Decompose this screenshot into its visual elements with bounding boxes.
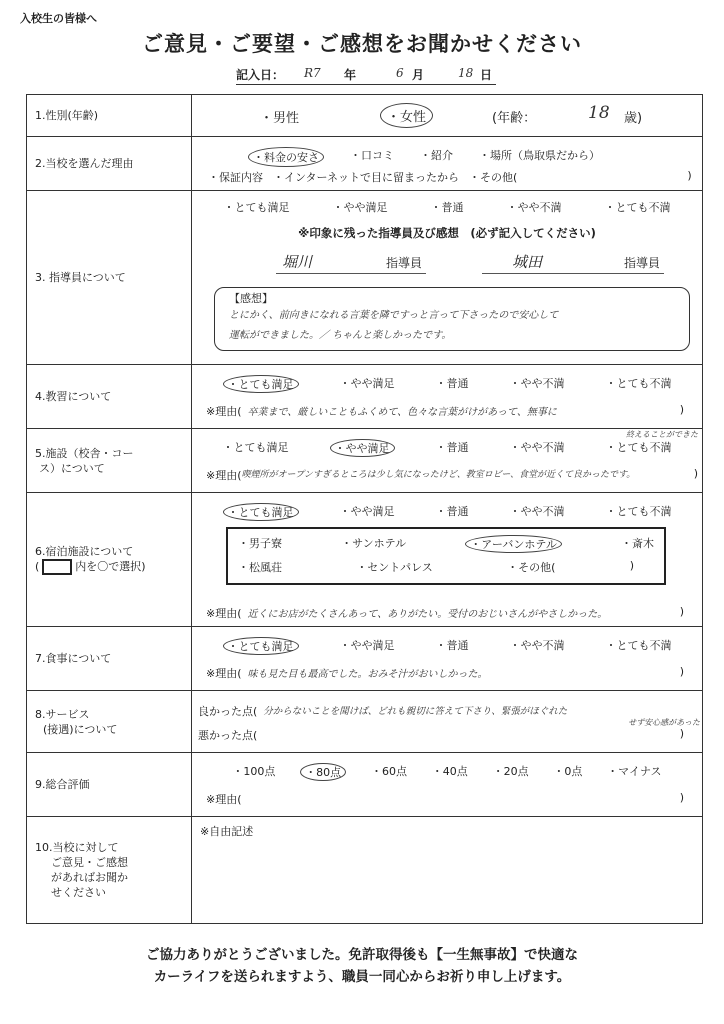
label-free-line-4: せください <box>51 886 106 899</box>
lodging-reason-close: ) <box>679 605 684 618</box>
row-facilities <box>27 429 703 493</box>
service-good <box>192 703 702 719</box>
overall-reason-close: ) <box>679 791 684 804</box>
label-service-line-2: (接遇)について <box>43 722 118 736</box>
impression-label: 【感想】 <box>229 292 273 305</box>
label-lodging-line-2: 内を〇で選択) <box>75 560 146 573</box>
instructor-content <box>192 191 703 365</box>
lodging-reason <box>192 605 702 621</box>
facilities-reason-text[interactable]: 喫煙所がオープンすぎるところは少し気になったけど、教室ロビー、食堂が近くて良かったです。 <box>241 470 636 480</box>
facilities-reason <box>192 467 702 483</box>
form-title: ご意見・ご要望・ご感想をお聞かせください <box>142 32 582 56</box>
score-0[interactable]: ・0点 <box>553 765 583 778</box>
overall-reason-text[interactable] <box>242 791 680 807</box>
instructor-neutral[interactable]: ・普通 <box>430 201 464 214</box>
label-gender-age: 1.性別(年齢) <box>27 95 192 137</box>
service-bad-label: 悪かった点( <box>198 729 258 742</box>
lessons-neutral[interactable]: ・普通 <box>435 377 469 390</box>
score-20[interactable]: ・20点 <box>492 765 529 778</box>
meals-neutral[interactable]: ・普通 <box>435 639 469 652</box>
lessons-content <box>192 365 703 429</box>
row-overall <box>27 753 703 817</box>
instructor-somewhat-satisfied[interactable]: ・やや満足 <box>332 201 388 214</box>
meals-very-satisfied[interactable]: ・とても満足 <box>223 637 299 655</box>
row-reason-choice <box>27 137 703 191</box>
row-meals <box>27 627 703 691</box>
entry-date <box>236 66 496 85</box>
label-overall: 9.総合評価 <box>27 753 192 817</box>
lodge-mens-dorm[interactable]: ・男子寮 <box>238 537 282 550</box>
instructor-options <box>192 199 702 215</box>
header-note: 入校生の皆様へ <box>20 12 97 25</box>
lodge-saint-palace[interactable]: ・セントパレス <box>356 561 433 574</box>
label-facilities <box>27 429 192 493</box>
overall-options <box>192 763 702 781</box>
instructor-instruction: ※印象に残った指導員及び感想 (必ず記入してください) <box>298 226 596 240</box>
score-100[interactable]: ・100点 <box>232 765 276 778</box>
service-bad-close: ) <box>679 727 684 740</box>
label-free-line-1: 10.当校に対して <box>35 841 119 854</box>
facilities-somewhat-satisfied[interactable]: ・やや満足 <box>330 439 395 457</box>
staff-entry-2 <box>482 253 664 274</box>
meals-very-dissatisfied[interactable]: ・とても不満 <box>605 639 672 652</box>
impression-box[interactable] <box>214 287 690 351</box>
meals-reason <box>192 665 702 681</box>
row-gender-age <box>27 95 703 137</box>
score-60[interactable]: ・60点 <box>370 765 407 778</box>
reason-row-2 <box>192 169 702 185</box>
survey-table <box>26 94 703 924</box>
facilities-content <box>192 429 703 493</box>
reason-row-1 <box>192 147 702 167</box>
meals-somewhat-satisfied[interactable]: ・やや満足 <box>339 639 395 652</box>
lessons-very-satisfied[interactable]: ・とても満足 <box>223 375 299 393</box>
label-free-line-2: ご意見・ご感想 <box>51 856 128 869</box>
overall-content <box>192 753 703 817</box>
facilities-neutral[interactable]: ・普通 <box>435 441 469 454</box>
reason-location[interactable]: ・場所（鳥取県だから） <box>479 149 600 162</box>
impression-line-1: とにかく、前向きになれる言葉を隣ですっと言って下さったので安心して <box>229 310 559 321</box>
label-free-line-3: があればお聞か <box>51 871 128 884</box>
lodging-options <box>192 503 702 521</box>
lodging-somewhat-satisfied[interactable]: ・やや満足 <box>339 505 395 518</box>
label-facilities-line-1: 5.施設（校舎・コー <box>35 446 134 460</box>
age-unit: 歳) <box>624 111 643 126</box>
lodge-other[interactable]: ・その他( <box>507 561 556 574</box>
label-lodging-line-1: 6.宿泊施設について <box>35 545 134 558</box>
year-label: 年 <box>344 68 357 82</box>
label-lodging <box>27 493 192 627</box>
lodging-neutral[interactable]: ・普通 <box>435 505 469 518</box>
lodge-shofuso[interactable]: ・松風荘 <box>238 561 282 574</box>
footer-line-2: カーライフを送られますよう、職員一同心からお祈り申し上げます。 <box>153 969 571 985</box>
label-reason-choice: 2.当校を選んだ理由 <box>27 137 192 191</box>
month-label: 月 <box>412 68 425 82</box>
day-label: 日 <box>480 68 493 82</box>
gender-age-content <box>192 95 703 137</box>
lessons-somewhat-dissatisfied[interactable]: ・やや不満 <box>509 377 565 390</box>
age-label: (年齢： <box>492 111 537 126</box>
date-label: 記入日： <box>236 68 285 82</box>
service-good-label: 良かった点( <box>198 705 258 718</box>
meals-reason-close: ) <box>679 665 684 678</box>
row-free-comments <box>27 817 703 924</box>
label-lodging-line-2-wrap <box>35 559 191 575</box>
meals-reason-label: ※理由( <box>206 667 242 680</box>
row-lessons <box>27 365 703 429</box>
age-value[interactable]: 18 <box>588 103 610 123</box>
label-service <box>27 691 192 753</box>
option-female[interactable]: ・女性 <box>380 103 433 128</box>
select-box-icon <box>42 559 72 575</box>
lodging-reason-label: ※理由( <box>206 607 242 620</box>
reason-word-of-mouth[interactable]: ・口コミ <box>350 149 394 162</box>
reason-other-close: ) <box>687 169 692 182</box>
free-comments-label: ※自由記述 <box>200 825 254 838</box>
staff-role-2: 指導員 <box>623 256 660 270</box>
staff-role-1: 指導員 <box>385 256 422 270</box>
label-facilities-line-2: ス）について <box>39 461 105 475</box>
reason-internet[interactable]: ・インターネットで目に留まったから <box>273 171 460 184</box>
lessons-reason-close: ) <box>679 403 684 416</box>
overall-reason-label: ※理由( <box>206 793 242 806</box>
meals-somewhat-dissatisfied[interactable]: ・やや不満 <box>509 639 565 652</box>
lessons-reason <box>192 403 702 419</box>
label-lessons: 4.教習について <box>27 365 192 429</box>
instructor-somewhat-dissatisfied[interactable]: ・やや不満 <box>506 201 562 214</box>
instructor-very-satisfied[interactable]: ・とても満足 <box>223 201 290 214</box>
impression-line-2: 運転ができました。／ ちゃんと楽しかったです。 <box>229 330 452 341</box>
date-day[interactable]: 18 <box>458 66 474 80</box>
lodge-sun-hotel[interactable]: ・サンホテル <box>341 537 407 550</box>
label-service-line-1: 8.サービス <box>35 707 90 721</box>
footer-message <box>0 944 724 988</box>
row-lodging <box>27 493 703 627</box>
meals-options <box>192 637 702 655</box>
lodging-content <box>192 493 703 627</box>
facilities-somewhat-dissatisfied[interactable]: ・やや不満 <box>509 441 565 454</box>
label-lodging-open: ( <box>35 560 40 573</box>
option-male[interactable]: ・男性 <box>260 111 300 126</box>
reason-referral[interactable]: ・紹介 <box>420 149 453 162</box>
lodging-reason-text[interactable]: 近くにお店がたくさんあって、ありがたい。受付のおじいさんがやさしかった。 <box>247 609 608 620</box>
lessons-somewhat-satisfied[interactable]: ・やや満足 <box>339 377 395 390</box>
label-free-comments <box>27 817 192 924</box>
service-bad <box>192 727 702 743</box>
staff-name-1[interactable]: 堀川 <box>282 253 313 271</box>
facilities-options <box>192 439 702 457</box>
lodging-select-box <box>226 527 666 585</box>
impression-text <box>229 306 679 346</box>
staff-name-2[interactable]: 城田 <box>512 253 543 271</box>
overall-reason <box>192 791 702 807</box>
lodging-very-dissatisfied[interactable]: ・とても不満 <box>605 505 672 518</box>
facilities-reason-close: ) <box>693 467 698 480</box>
facilities-reason-label: ※理由( <box>206 469 242 482</box>
meals-reason-text[interactable]: 味も見た目も最高でした。おみそ汁がおいしかった。 <box>247 669 488 680</box>
lodge-urban-hotel[interactable]: ・アーバンホテル <box>465 535 562 553</box>
meals-content <box>192 627 703 691</box>
reason-guarantee[interactable]: ・保証内容 <box>208 171 263 184</box>
instructor-very-dissatisfied[interactable]: ・とても不満 <box>604 201 671 214</box>
staff-entry-1 <box>276 253 426 274</box>
lodge-saiki[interactable]: ・斎木 <box>621 537 654 550</box>
score-minus[interactable]: ・マイナス <box>607 765 662 778</box>
label-instructor: 3. 指導員について <box>27 191 192 365</box>
lessons-reason-label: ※理由( <box>206 405 242 418</box>
lessons-reason-text[interactable]: 卒業まで、厳しいこともふくめて、色々な言葉がけがあって、無事に <box>247 407 557 418</box>
facilities-very-satisfied[interactable]: ・とても満足 <box>222 441 289 454</box>
row-service <box>27 691 703 753</box>
reason-other[interactable]: ・その他( <box>469 171 518 184</box>
service-content <box>192 691 703 753</box>
score-40[interactable]: ・40点 <box>431 765 468 778</box>
lodging-very-satisfied[interactable]: ・とても満足 <box>223 503 299 521</box>
lodge-other-close: ) <box>629 559 634 572</box>
lodging-row-1 <box>228 535 664 553</box>
lessons-options <box>192 375 702 393</box>
service-good-text[interactable]: 分からないことを聞けば、どれも親切に答えて下さり、緊張がほぐれた <box>263 706 568 717</box>
reason-choice-content <box>192 137 703 191</box>
lessons-very-dissatisfied[interactable]: ・とても不満 <box>605 377 672 390</box>
row-instructor <box>27 191 703 365</box>
lodging-somewhat-dissatisfied[interactable]: ・やや不満 <box>509 505 565 518</box>
facilities-very-dissatisfied[interactable]: ・とても不満 <box>605 441 672 454</box>
facilities-note-above: 終えることができた <box>626 430 698 439</box>
date-month[interactable]: 6 <box>396 66 404 80</box>
footer-line-1: ご協力ありがとうございました。免許取得後も【一生無事故】で快適な <box>146 947 578 963</box>
date-year[interactable]: R7 <box>304 66 321 80</box>
free-comments-area[interactable] <box>192 817 703 924</box>
label-meals: 7.食事について <box>27 627 192 691</box>
score-80[interactable]: ・80点 <box>300 763 346 781</box>
service-good-note: せず安心感があった <box>628 718 700 727</box>
service-bad-text[interactable] <box>257 727 679 743</box>
reason-price[interactable]: ・料金の安さ <box>248 147 324 167</box>
lodging-row-2 <box>228 559 664 575</box>
